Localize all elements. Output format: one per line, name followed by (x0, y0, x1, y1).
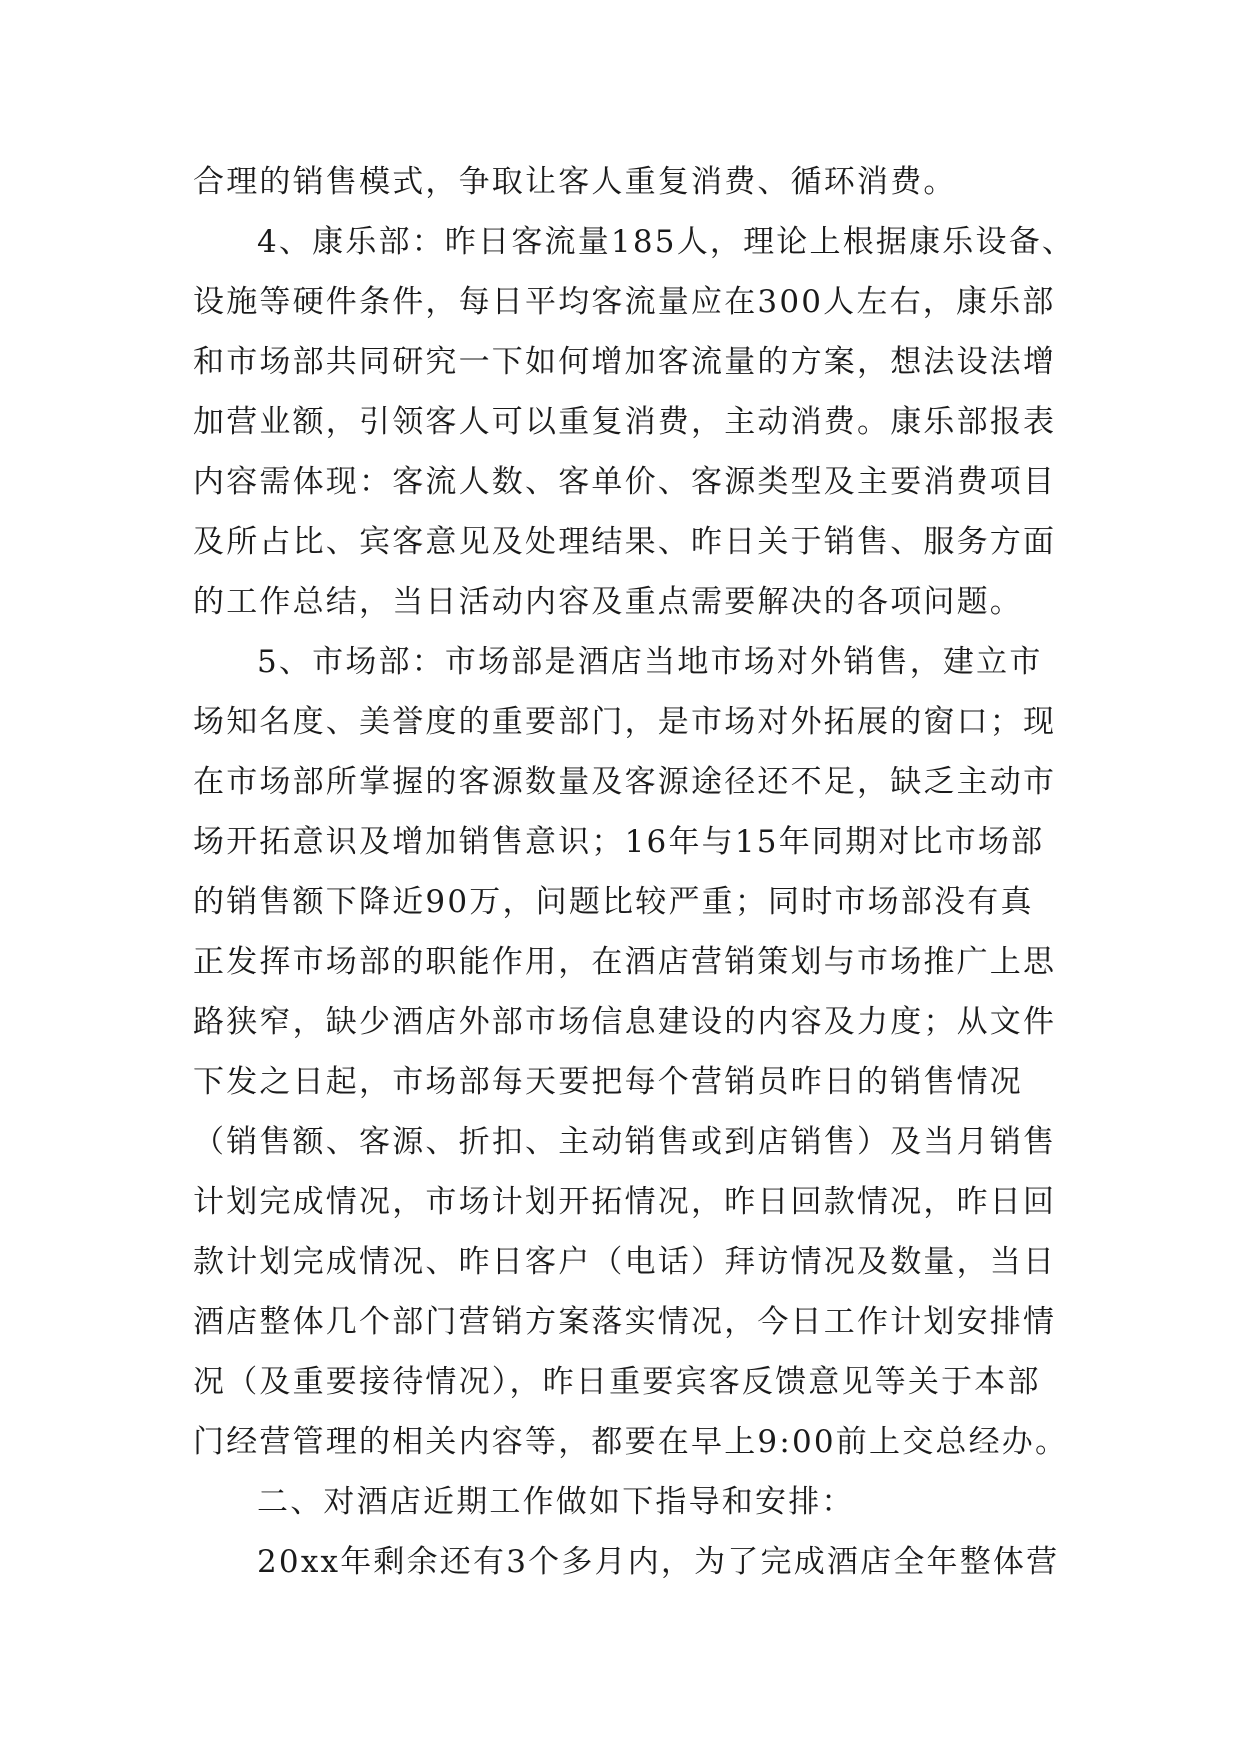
text-line: 合理的销售模式，争取让客人重复消费、循环消费。 (193, 164, 957, 200)
text-line: 计划完成情况，市场计划开拓情况，昨日回款情况，昨日回 (193, 1184, 1057, 1220)
text-line: 内容需体现：客流人数、客单价、客源类型及主要消费项目 (193, 464, 1057, 500)
text-line: 和市场部共同研究一下如何增加客流量的方案，想法设法增 (193, 344, 1057, 380)
text-line: 4、康乐部：昨日客流量185人，理论上根据康乐设备、 (257, 224, 1076, 260)
text-line: 款计划完成情况、昨日客户（电话）拜访情况及数量，当日 (193, 1244, 1057, 1280)
text-line: 在市场部所掌握的客源数量及客源途径还不足，缺乏主动市 (193, 764, 1057, 800)
text-line: 设施等硬件条件，每日平均客流量应在300人左右，康乐部 (193, 284, 1056, 320)
text-line: （销售额、客源、折扣、主动销售或到店销售）及当月销售 (193, 1124, 1057, 1160)
text-line: 酒店整体几个部门营销方案落实情况，今日工作计划安排情 (193, 1304, 1057, 1340)
text-line: 正发挥市场部的职能作用，在酒店营销策划与市场推广上思 (193, 944, 1057, 980)
text-line: 下发之日起，市场部每天要把每个营销员昨日的销售情况 (193, 1064, 1023, 1100)
text-line: 20xx年剩余还有3个多月内，为了完成酒店全年整体营 (257, 1544, 1060, 1580)
text-line: 路狭窄，缺少酒店外部市场信息建设的内容及力度；从文件 (193, 1004, 1057, 1040)
text-line: 况（及重要接待情况），昨日重要宾客反馈意见等关于本部 (193, 1364, 1041, 1400)
text-line: 5、市场部：市场部是酒店当地市场对外销售，建立市 (257, 644, 1043, 680)
text-line: 加营业额，引领客人可以重复消费，主动消费。康乐部报表 (193, 404, 1057, 440)
text-line: 门经营管理的相关内容等，都要在早上9:00前上交总经办。 (193, 1424, 1069, 1460)
text-line: 的工作总结，当日活动内容及重点需要解决的各项问题。 (193, 584, 1023, 620)
text-line: 及所占比、宾客意见及处理结果、昨日关于销售、服务方面 (193, 524, 1057, 560)
text-line: 的销售额下降近90万，问题比较严重；同时市场部没有真 (193, 884, 1034, 920)
text-line: 场知名度、美誉度的重要部门，是市场对外拓展的窗口；现 (193, 704, 1057, 740)
document-page (193, 152, 1076, 1592)
text-line: 二、对酒店近期工作做如下指导和安排： (257, 1484, 855, 1520)
text-line: 场开拓意识及增加销售意识；16年与15年同期对比市场部 (193, 824, 1045, 860)
